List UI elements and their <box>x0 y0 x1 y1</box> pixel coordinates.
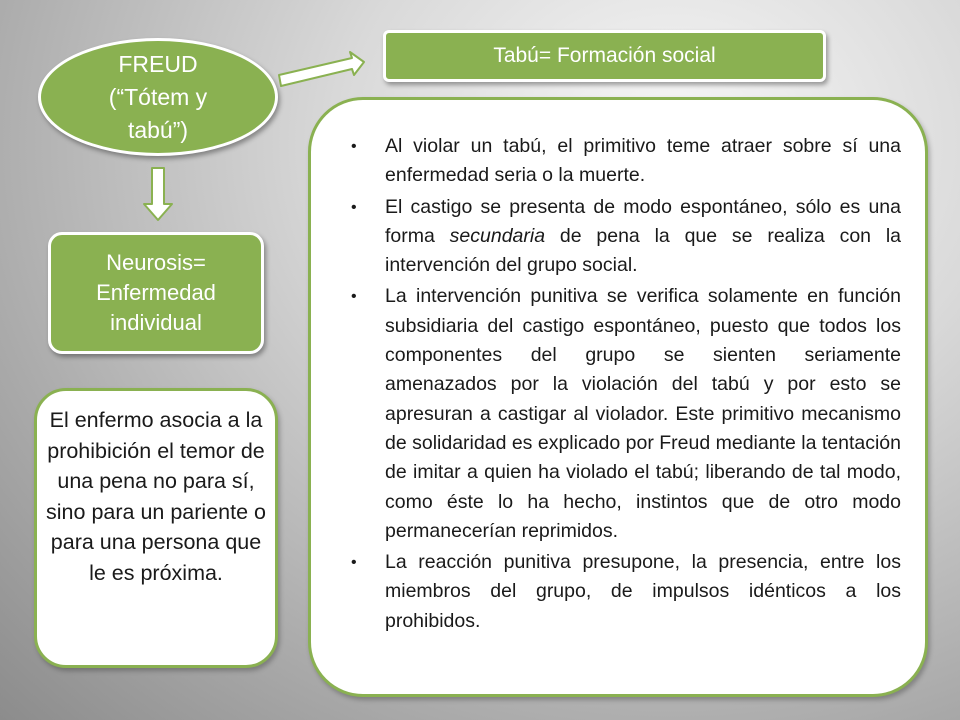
bullet-icon: • <box>351 198 357 216</box>
bullet-text-after: de pena la que se realiza con la intervención del grupo social. <box>385 224 902 277</box>
enfermo-text: El enfermo asocia a la prohibición el temor de una pena no para sí, sino para un pariente o para una persona que le es próxima. <box>46 408 266 585</box>
list-item <box>351 132 901 191</box>
tabu-node <box>383 30 826 82</box>
neurosis-line-1: Neurosis= <box>106 250 206 275</box>
list-item <box>351 548 901 636</box>
bullet-icon: • <box>351 138 357 155</box>
bullet-icon: • <box>351 554 357 572</box>
bullet-list <box>351 132 901 636</box>
tabu-label: Tabú= Formación social <box>493 44 716 67</box>
freud-line-2: (“Tótem y <box>108 83 208 110</box>
bullet-text: La intervención punitiva se verifica solamente en función subsidiaria del castigo espontáneo, puesto que todos los componentes del grupo se sienten seriamente amenazados por la violación del tabú y por esto se apresuran a castigar al violador. Este primitivo mecanismo de solidaridad es explicado por Freud mediante la tentación de imitar a quien ha violado el tabú; liberando de tal modo, como éste lo ha hecho, instintos que de otro modo permanecerían reprimidos. <box>385 285 901 542</box>
bullet-text: Al violar un tabú, el primitivo teme atraer sobre sí una enfermedad seria o la muerte. <box>385 135 901 187</box>
neurosis-line-2: Enfermedad <box>96 280 216 305</box>
list-item <box>351 282 901 546</box>
neurosis-line-3: individual <box>110 310 202 335</box>
neurosis-node <box>48 232 264 354</box>
bullet-text: La reacción punitiva presupone, la presencia, entre los miembros del grupo, de impulsos idénticos a los prohibidos. <box>385 551 901 632</box>
freud-node <box>38 38 278 156</box>
freud-line-1: FREUD <box>118 50 198 77</box>
bullet-emphasis: secundaria <box>449 224 546 247</box>
arrow-freud-to-tabu <box>279 52 364 86</box>
bullet-icon: • <box>351 288 357 306</box>
bullet-text-before: El castigo se presenta de modo espontáneo, sólo es una forma <box>385 195 901 247</box>
arrow-freud-to-neurosis <box>144 168 172 220</box>
tabu-explanation-panel <box>308 97 928 697</box>
enfermo-note <box>34 388 278 668</box>
freud-line-3: tabú”) <box>127 116 189 143</box>
list-item <box>351 193 901 281</box>
